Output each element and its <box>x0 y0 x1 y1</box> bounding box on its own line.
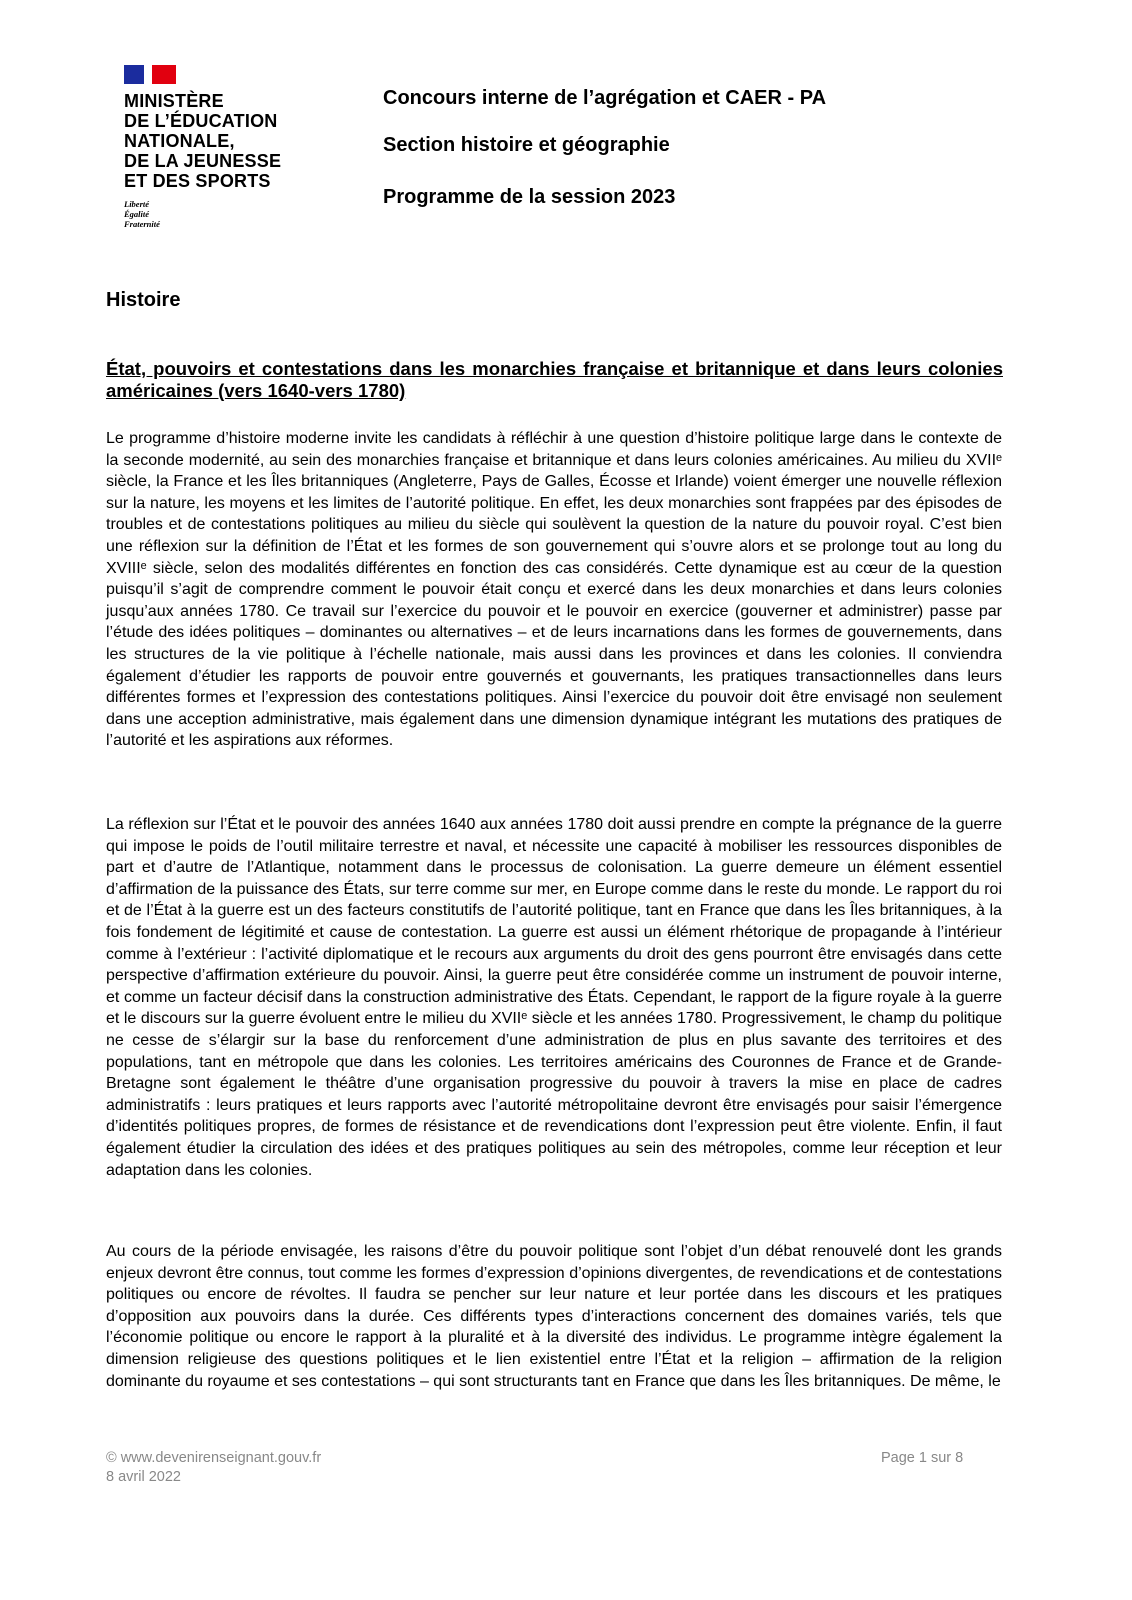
exam-title: Concours interne de l’agrégation et CAER - PA <box>383 87 827 109</box>
motto-line: Fraternité <box>124 219 160 229</box>
theme-title: État, pouvoirs et contestations dans les monarchies française et britannique et dans leurs colonies américaines (vers 1640-vers 1780) <box>106 358 1003 401</box>
ministry-logo <box>124 65 324 229</box>
motto-line: Liberté <box>124 199 150 209</box>
body-paragraph: La réflexion sur l’État et le pouvoir des années 1640 aux années 1780 doit aussi prendre en compte la prégnance de la guerre qui impose le poids de l’outil militaire terrestre et naval, et nécessite une capacité à mobiliser les ressources disponibles de part et d’autre de l’Atlantique, notamment dans le processus de colonisation. La guerre demeure un élément essentiel d’affirmation de la puissance des États, sur terre comme sur mer, en Europe comme dans le reste du monde. Le rapport du roi et de l’État à la guerre est un des facteurs constitutifs de l’autorité politique, tant en France que dans les Îles britanniques, à la fois fondement de légitimité et cause de contestation. La guerre est aussi un élément rhétorique de propagande à l’intérieur comme à l’extérieur : l’activité diplomatique et le recours aux arguments du droit des gens pourront être envisagés dans cette perspective d’affirmation extérieure du pouvoir. Ainsi, la guerre peut être considérée comme un instrument de pouvoir interne, et comme un facteur décisif dans la construction administrative des États. Cependant, le rapport de la figure royale à la guerre et le discours sur la guerre évoluent entre le milieu du XVIIᵉ siècle et les années 1780. Progressivement, le champ du politique ne cesse de s’élargir sur la base du renforcement d’une administration de plus en plus savante des territoires et des populations, tant en métropole que dans les colonies. Les territoires américains des Couronnes de France et de Grande-Bretagne sont également le théâtre d’une organisation progressive du pouvoir à travers la mise en place de cadres administratifs : leurs pratiques et leurs rapports avec l’autorité métropolitaine devront être envisagés pour saisir l’émergence d’identités politiques propres, de formes de résistance et de revendications dont l’expression peut être violente. Enfin, il faut également étudier la circulation des idées et des pratiques politiques au sein des métropoles, comme leur réception et leur adaptation dans les colonies. <box>106 816 1002 1179</box>
footer-url: © www.devenirenseignant.gouv.fr <box>106 1450 322 1466</box>
ministry-line: DE LA JEUNESSE <box>124 151 282 171</box>
footer-date: 8 avril 2022 <box>106 1469 181 1485</box>
marianne-flag-icon <box>124 65 176 84</box>
ministry-line: ET DES SPORTS <box>124 171 271 191</box>
body-paragraph: Au cours de la période envisagée, les raisons d’être du pouvoir politique sont l’objet d’un débat renouvelé dont les grands enjeux devront être connus, tout comme les formes d’expression d’opinions divergentes, de revendications et de contestations politiques ou encore de révoltes. Il faudra se pencher sur leur nature et leur portée dans les discours et les pratiques d’opposition aux pouvoirs dans la durée. Ces différents types d’interactions concernent des domaines variés, tels que l’économie politique ou encore le rapport à la pluralité et à la diversité des individus. Le programme intègre également la dimension religieuse des questions politiques et le lien existentiel entre l’État et la religion – affirmation de la religion dominante du royaume et ses contestations – qui sont structurants tant en France que dans les Îles britanniques. De même, le <box>106 1243 1002 1390</box>
ministry-line: DE L’ÉDUCATION <box>124 111 278 131</box>
exam-session: Programme de la session 2023 <box>383 186 676 208</box>
motto-line: Égalité <box>124 209 150 219</box>
ministry-name <box>124 91 324 191</box>
ministry-line: NATIONALE, <box>124 131 235 151</box>
ministry-line: MINISTÈRE <box>124 91 224 111</box>
page-number: Page 1 sur 8 <box>881 1450 964 1466</box>
section-title: Histoire <box>106 289 181 311</box>
footer-source <box>106 1449 321 1487</box>
body-paragraph: Le programme d’histoire moderne invite les candidats à réfléchir à une question d’histoire politique large dans le contexte de la seconde modernité, au sein des monarchies française et britannique et dans leurs colonies américaines. Au milieu du XVIIᵉ siècle, la France et les Îles britanniques (Angleterre, Pays de Galles, Écosse et Irlande) voient émerger une nouvelle réflexion sur la nature, les moyens et les limites de l’autorité politique. En effet, les deux monarchies sont frappées par des épisodes de troubles et de contestations politiques au milieu du siècle qui soulèvent la question de la nature du pouvoir royal. C’est bien une réflexion sur la définition de l’État et les formes de son gouvernement qui s’ouvre alors et se prolonge tout au long du XVIIIᵉ siècle, selon des modalités différentes en fonction des cas considérés. Cette dynamique est au cœur de la question puisqu’il s’agit de comprendre comment le pouvoir était conçu et exercé dans les deux monarchies et dans leurs colonies jusqu’aux années 1780. Ce travail sur l’exercice du pouvoir et le pouvoir en exercice (gouverner et administrer) passe par l’étude des idées politiques – dominantes ou alternatives – et de leurs incarnations dans les formes de gouvernements, dans les structures de la vie politique à l’échelle nationale, mais aussi dans les provinces et dans les colonies. Il conviendra également d’étudier les rapports de pouvoir entre gouvernés et gouvernants, les pratiques transactionnelles dans leurs différentes formes et l’expression des contestations politiques. Ainsi l’exercice du pouvoir doit être envisagé non seulement dans une acception administrative, mais également dans une dimension dynamique intégrant les mutations des pratiques de l’autorité et les aspirations aux réformes. <box>106 430 1002 750</box>
exam-section: Section histoire et géographie <box>383 134 670 156</box>
republic-motto <box>124 199 324 229</box>
